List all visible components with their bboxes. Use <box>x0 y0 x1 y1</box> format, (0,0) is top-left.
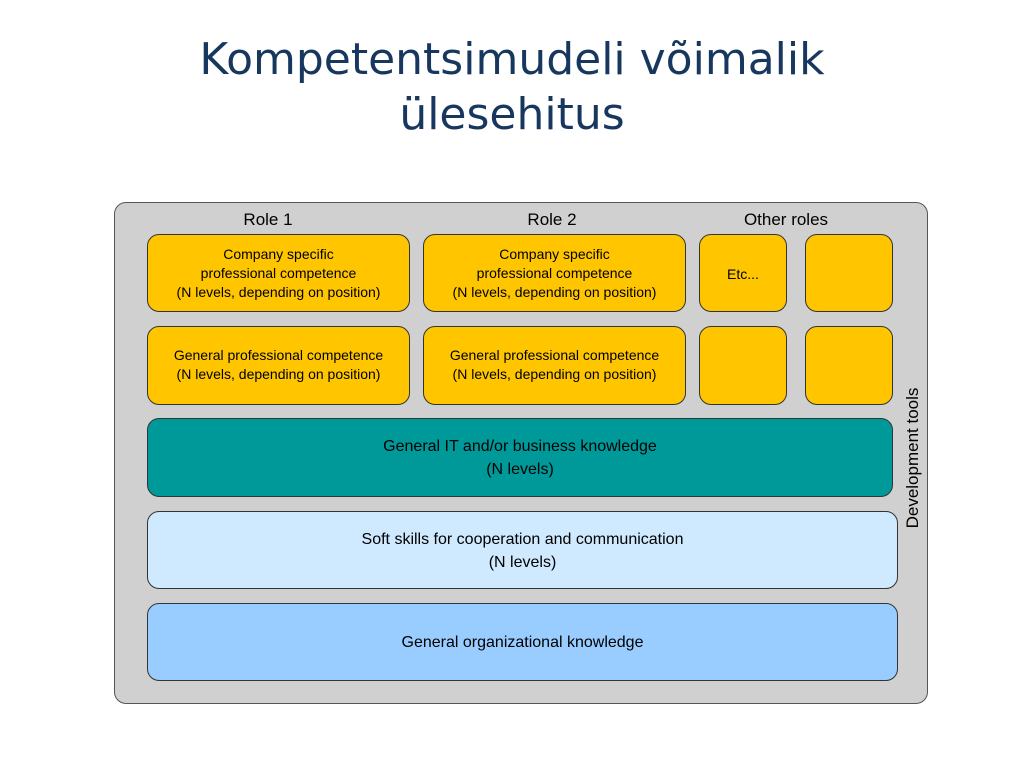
role1-general-professional-box <box>147 326 410 405</box>
layer-text-line: (N levels) <box>488 554 557 571</box>
other-role-box-etc <box>699 234 787 312</box>
layer-text-line: General IT and/or business knowledge <box>383 438 657 455</box>
column-label-role-1: Role 1 <box>243 210 293 229</box>
box-text-line: General professional competence <box>449 347 660 363</box>
box-text-line: (N levels, depending on position) <box>452 366 657 382</box>
box-text-line: (N levels, depending on position) <box>452 283 657 300</box>
role1-company-specific-box <box>147 234 410 312</box>
title-line-2: ülesehitus <box>399 89 625 140</box>
role2-company-specific-box <box>423 234 686 312</box>
soft-skills-layer <box>147 511 898 589</box>
layer-text-line: General organizational knowledge <box>401 633 644 651</box>
development-tools-label: Development tools <box>903 387 922 529</box>
other-role-box-empty <box>805 234 893 312</box>
box-text-line: Etc... <box>727 266 759 282</box>
other-role-box-empty <box>699 326 787 405</box>
slide-title <box>0 32 1024 142</box>
organizational-knowledge-layer <box>147 603 898 681</box>
it-business-knowledge-layer <box>147 418 893 497</box>
role2-general-professional-box <box>423 326 686 405</box>
box-text-line: General professional competence <box>173 347 384 363</box>
box-text-line: professional competence <box>200 264 357 281</box>
column-label-role-2: Role 2 <box>527 210 577 229</box>
box-text-line: professional competence <box>476 264 633 281</box>
box-text-line: Company specific <box>223 245 334 262</box>
column-label-other-roles: Other roles <box>743 210 829 229</box>
box-text-line: (N levels, depending on position) <box>176 366 381 382</box>
other-role-box-empty <box>805 326 893 405</box>
box-text-line: (N levels, depending on position) <box>176 283 381 300</box>
title-line-1: Kompetentsimudeli võimalik <box>199 34 825 85</box>
box-text-line: Company specific <box>499 245 610 262</box>
layer-text-line: (N levels) <box>486 461 554 478</box>
layer-text-line: Soft skills for cooperation and communication <box>361 531 684 548</box>
